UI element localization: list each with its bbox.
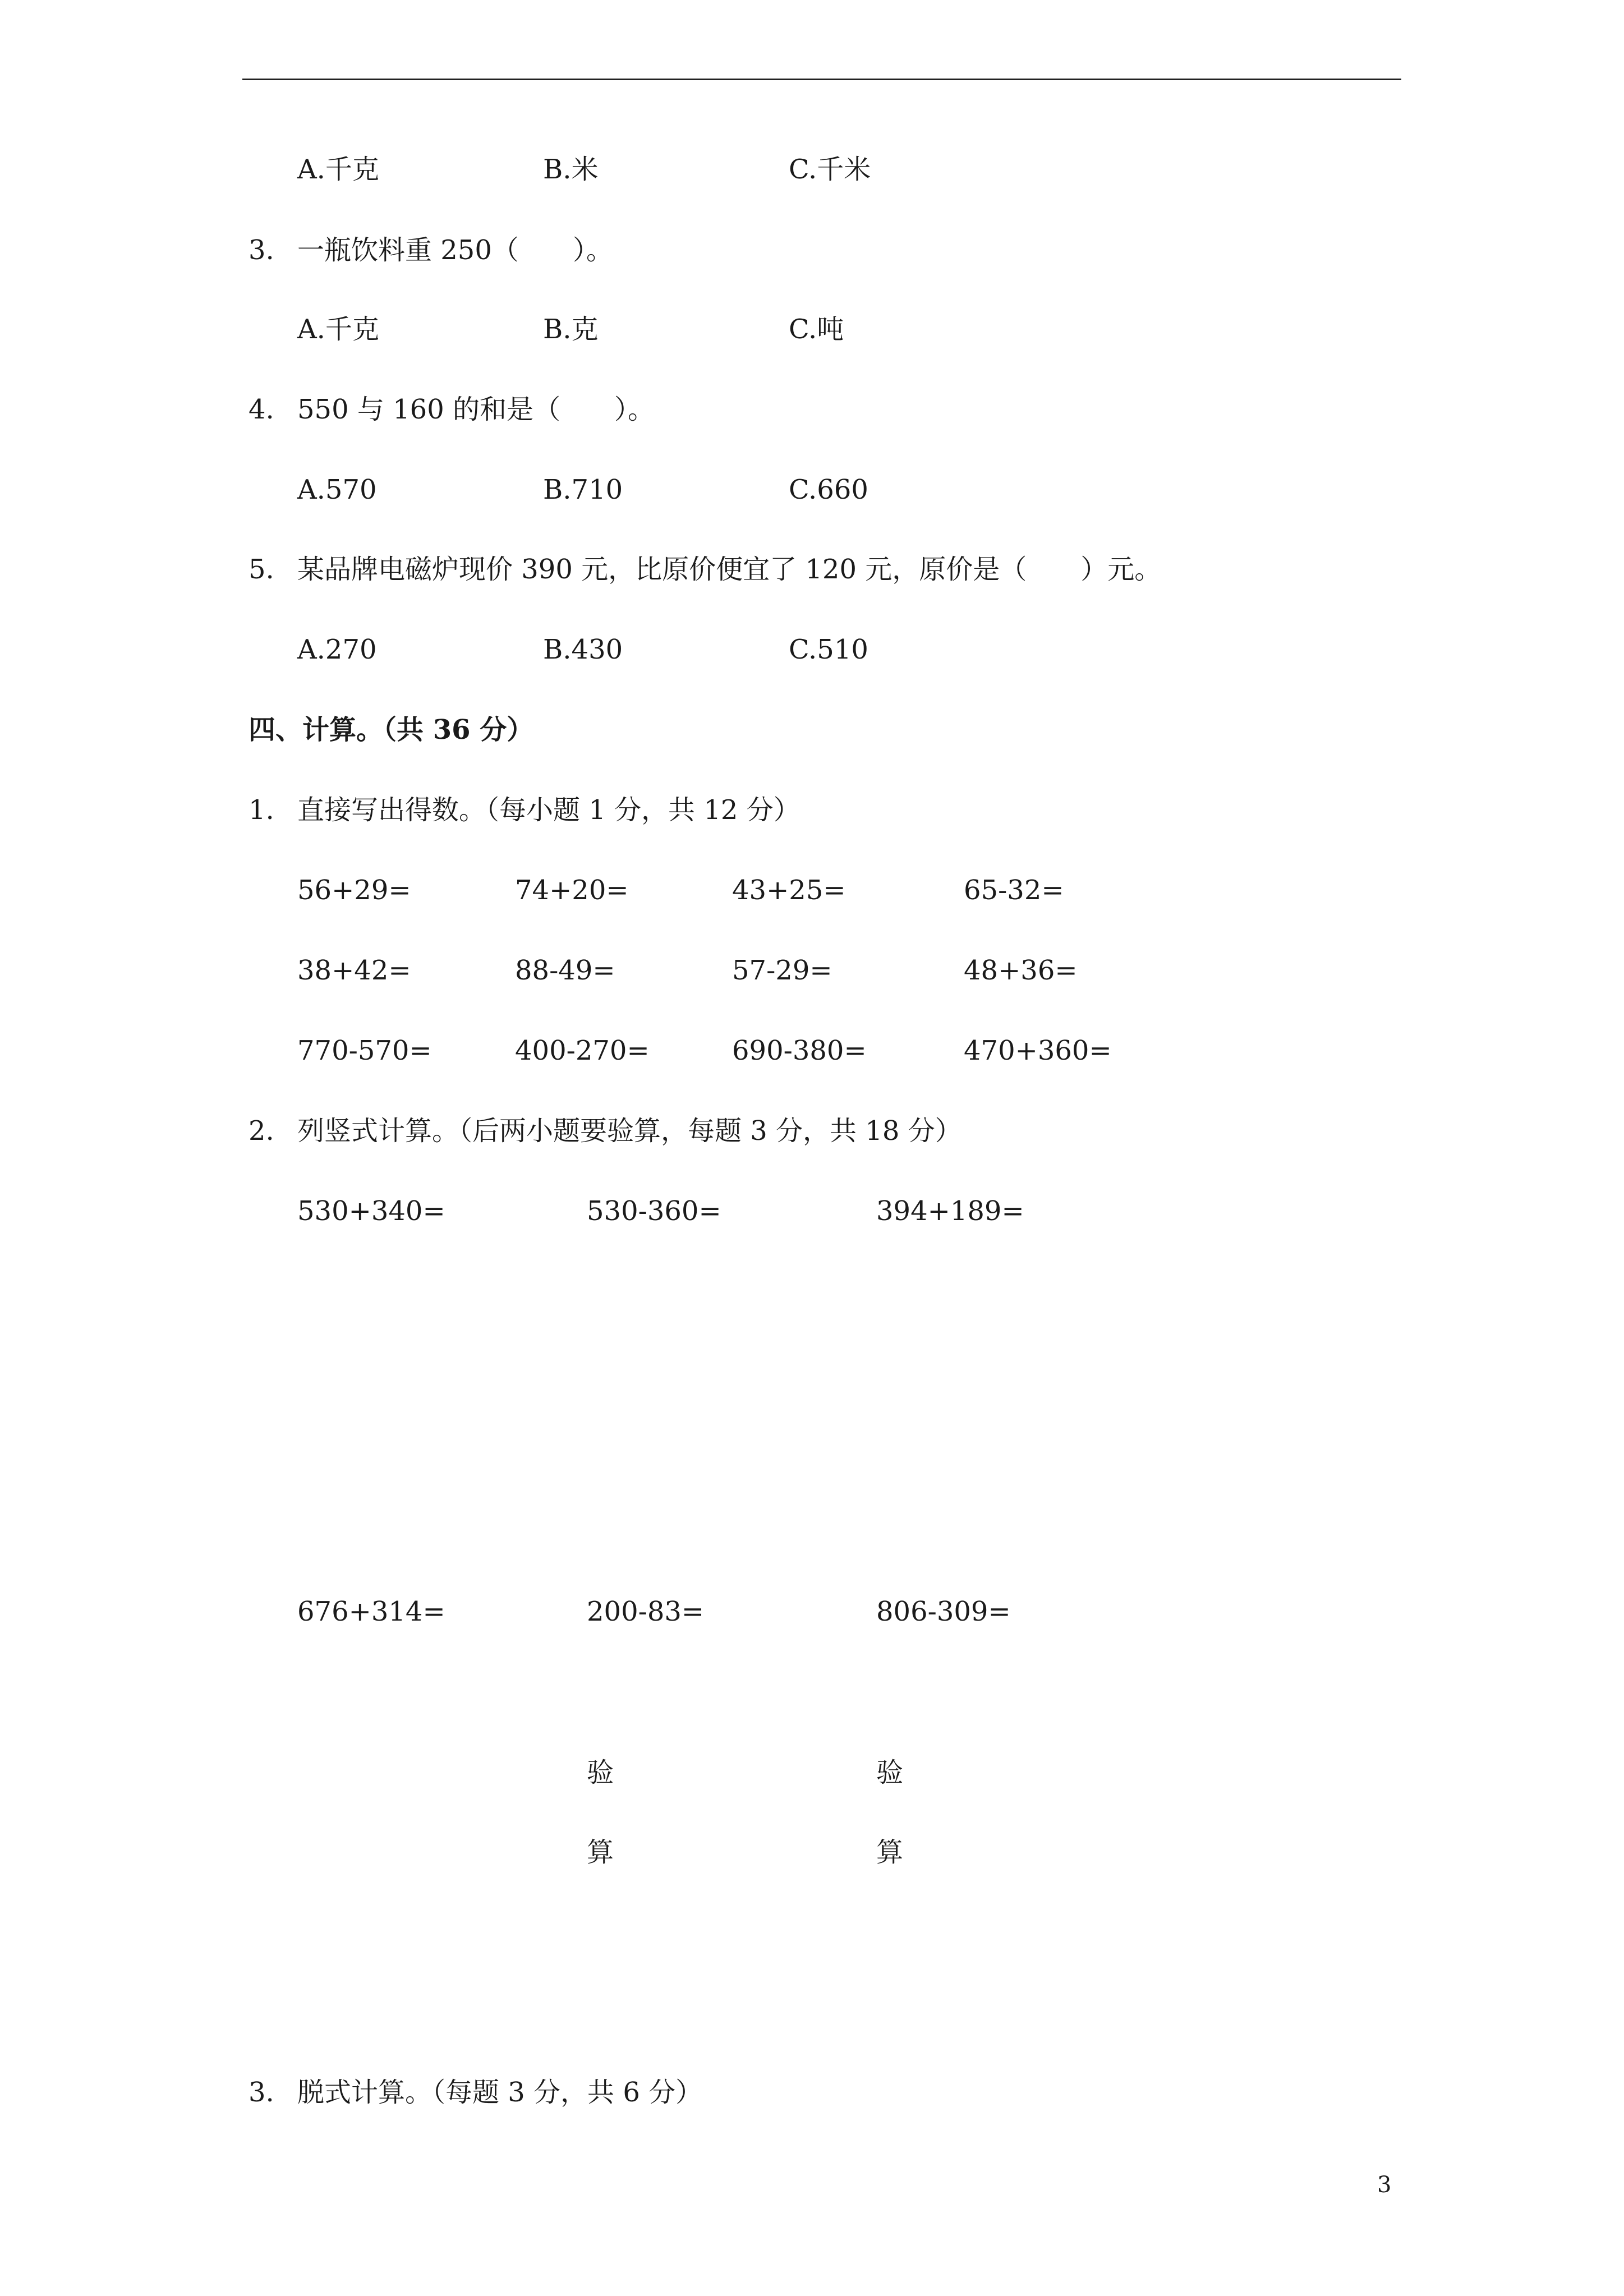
mental-math-item: 48+36= bbox=[964, 955, 1078, 986]
s4q1-text: 直接写出得数。（每小题 1 分，共 12 分） bbox=[297, 794, 801, 826]
q4-option-b: B.710 bbox=[543, 474, 623, 505]
mental-math-item: 400-270= bbox=[515, 1035, 650, 1066]
check-label-1: 验 bbox=[587, 1757, 614, 1788]
q3-option-c: C.吨 bbox=[789, 314, 844, 345]
mental-math-item: 690-380= bbox=[732, 1035, 867, 1066]
q5-number: 5. bbox=[249, 554, 274, 585]
vertical-calc-item: 530+340= bbox=[297, 1195, 445, 1227]
s4q2-number: 2. bbox=[249, 1115, 274, 1147]
vertical-calc-item: 806-309= bbox=[876, 1596, 1011, 1627]
s4q1-number: 1. bbox=[249, 794, 274, 826]
mental-math-item: 470+360= bbox=[964, 1035, 1112, 1066]
mental-math-item: 74+20= bbox=[515, 875, 629, 906]
s4q2-text: 列竖式计算。（后两小题要验算，每题 3 分，共 18 分） bbox=[297, 1115, 962, 1147]
q3-number: 3. bbox=[249, 234, 274, 266]
q5-option-b: B.430 bbox=[543, 634, 623, 665]
mental-math-item: 43+25= bbox=[732, 875, 846, 906]
vertical-calc-item: 676+314= bbox=[297, 1596, 445, 1627]
q2-option-c: C.千米 bbox=[789, 154, 871, 185]
q5-option-c: C.510 bbox=[789, 634, 868, 665]
q4-text: 550 与 160 的和是（ ）。 bbox=[297, 394, 655, 425]
q3-option-b: B.克 bbox=[543, 314, 599, 345]
mental-math-item: 57-29= bbox=[732, 955, 832, 986]
page-number: 3 bbox=[1377, 2172, 1392, 2198]
mental-math-item: 56+29= bbox=[297, 875, 411, 906]
q2-option-b: B.米 bbox=[543, 154, 599, 185]
q4-option-a: A.570 bbox=[297, 474, 377, 505]
mental-math-item: 88-49= bbox=[515, 955, 615, 986]
check-label-2: 算 bbox=[587, 1837, 614, 1868]
section-title: 四、计算。（共 36 分） bbox=[249, 714, 534, 746]
q3-text: 一瓶饮料重 250（ ）。 bbox=[297, 234, 613, 266]
q4-option-c: C.660 bbox=[789, 474, 868, 505]
mental-math-item: 38+42= bbox=[297, 955, 411, 986]
q5-text: 某品牌电磁炉现价 390 元，比原价便宜了 120 元，原价是（ ）元。 bbox=[297, 554, 1162, 585]
vertical-calc-item: 530-360= bbox=[587, 1195, 721, 1227]
mental-math-item: 65-32= bbox=[964, 875, 1064, 906]
s4q3-text: 脱式计算。（每题 3 分，共 6 分） bbox=[297, 2077, 703, 2108]
s4q3-number: 3. bbox=[249, 2077, 274, 2108]
q5-option-a: A.270 bbox=[297, 634, 377, 665]
check-label-1: 验 bbox=[876, 1757, 904, 1788]
check-label-2: 算 bbox=[876, 1837, 904, 1868]
mental-math-item: 770-570= bbox=[297, 1035, 432, 1066]
q4-number: 4. bbox=[249, 394, 274, 425]
q3-option-a: A.千克 bbox=[297, 314, 379, 345]
header-rule bbox=[242, 79, 1401, 80]
vertical-calc-item: 200-83= bbox=[587, 1596, 705, 1627]
q2-option-a: A.千克 bbox=[297, 154, 379, 185]
vertical-calc-item: 394+189= bbox=[876, 1195, 1024, 1227]
